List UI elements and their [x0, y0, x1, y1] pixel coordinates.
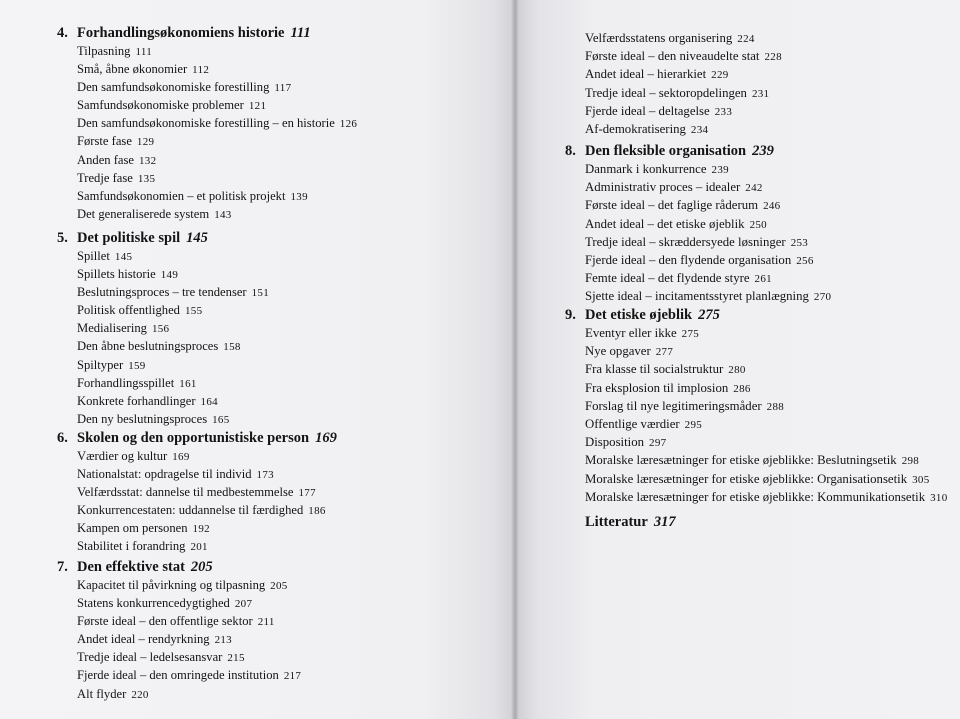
entry-title: Velfærdsstatens organisering	[585, 31, 733, 45]
toc-entry	[565, 288, 831, 306]
chapter-block	[57, 229, 269, 429]
toc-entry	[57, 631, 301, 649]
entry-page-number: 229	[711, 69, 729, 82]
toc-entry	[57, 266, 269, 284]
entry-title: Moralske læresætninger for etiske øjeblikke: Organisationsetik	[585, 471, 908, 486]
entry-title: Administrativ proces – idealer	[585, 180, 741, 195]
toc-entry	[565, 489, 948, 507]
entry-page-number: 224	[737, 33, 755, 45]
entry-title: Værdier og kultur	[77, 449, 168, 463]
entry-page-number: 213	[214, 634, 232, 647]
toc-entry	[57, 338, 269, 356]
entry-title: Fjerde ideal – den flydende organisation	[585, 253, 792, 268]
chapter-title: Den effektive stat	[77, 559, 185, 575]
chapter-heading	[57, 429, 337, 447]
entry-title: Fra eksplosion til implosion	[585, 380, 729, 395]
entry-title: Eventyr eller ikke	[585, 326, 677, 340]
entry-page-number: 169	[172, 451, 190, 463]
entry-title: Statens konkurrencedygtighed	[77, 596, 230, 611]
toc-entry	[565, 434, 948, 452]
entry-page-number: 159	[128, 359, 146, 372]
entry-title: Sjette ideal – incitamentsstyret planlægning	[585, 289, 809, 304]
toc-entry	[57, 649, 301, 667]
toc-entry	[57, 484, 337, 502]
toc-entry	[565, 252, 831, 270]
chapter-page-number: 145	[186, 230, 208, 246]
entry-title: Andet ideal – rendyrkning	[77, 632, 210, 647]
entry-page-number: 228	[764, 51, 782, 64]
entry-page-number: 201	[190, 541, 208, 554]
toc-entry	[57, 284, 269, 302]
entry-page-number: 155	[184, 305, 203, 318]
entry-page-number: 149	[160, 269, 179, 282]
book-gutter	[511, 0, 519, 719]
toc-entry	[565, 66, 782, 84]
entry-page-number: 156	[151, 323, 170, 336]
chapter-heading	[565, 306, 948, 324]
toc-entry	[565, 452, 948, 470]
entry-title: Tredje ideal – ledelsesansvar	[77, 650, 223, 665]
entry-page-number: 135	[137, 172, 156, 185]
chapter-block	[57, 558, 301, 704]
entry-title: Første fase	[77, 134, 132, 149]
chapter-page-number: 317	[653, 514, 676, 530]
entry-page-number: 143	[214, 208, 232, 221]
chapter-number: 7.	[57, 559, 68, 575]
section-list	[565, 161, 831, 307]
entry-title: Moralske læresætninger for etiske øjeblikke: Kommunikationsetik	[585, 489, 926, 504]
toc-entry	[565, 471, 948, 489]
entry-page-number: 295	[684, 419, 703, 432]
toc-entry	[57, 61, 357, 79]
entry-page-number: 111	[135, 46, 153, 58]
entry-title: Tilpasning	[77, 44, 131, 58]
toc-entry	[57, 43, 357, 61]
toc-entry	[57, 411, 269, 429]
entry-page-number: 186	[308, 505, 326, 518]
entry-page-number: 246	[763, 200, 781, 213]
entry-page-number: 205	[270, 580, 288, 592]
entry-page-number: 277	[655, 346, 674, 359]
entry-title: Den ny beslutningsproces	[77, 411, 208, 426]
entry-title: Tredje fase	[77, 170, 133, 185]
entry-title: Tredje ideal – skræddersyede løsninger	[585, 234, 786, 249]
toc-entry	[565, 398, 948, 416]
entry-title: Andet ideal – det etiske øjeblik	[585, 216, 745, 231]
entry-title: Konkurrencestaten: uddannelse til færdighed	[77, 503, 304, 518]
chapter-page-number: 205	[190, 559, 213, 575]
entry-page-number: 253	[790, 236, 809, 249]
entry-page-number: 158	[223, 341, 241, 354]
chapter-heading	[565, 513, 676, 531]
entry-page-number: 242	[745, 182, 763, 195]
toc-entry	[57, 595, 301, 613]
entry-title: Anden fase	[77, 152, 134, 167]
entry-title: Alt flyder	[77, 686, 127, 701]
entry-page-number: 275	[681, 328, 700, 340]
chapter-number: 4.	[57, 25, 68, 41]
entry-title: Fjerde ideal – den omringede institution	[77, 668, 279, 683]
entry-title: Politisk offentlighed	[77, 303, 180, 318]
chapter-number: 8.	[565, 143, 576, 159]
entry-title: Tredje ideal – sektoropdelingen	[585, 85, 747, 100]
entry-title: Det generaliserede system	[77, 206, 210, 221]
toc-entry	[57, 302, 269, 320]
entry-title: Små, åbne økonomier	[77, 62, 188, 77]
chapter-title: Den fleksible organisation	[585, 143, 747, 159]
entry-title: Spillet	[77, 249, 110, 263]
chapter-page-number: 275	[698, 307, 720, 323]
toc-entry	[57, 520, 337, 538]
entry-page-number: 164	[200, 395, 218, 408]
toc-entry	[57, 115, 357, 133]
entry-title: Danmark i konkurrence	[585, 162, 707, 176]
entry-title: Nationalstat: opdragelse til individ	[77, 467, 252, 482]
toc-entry	[57, 613, 301, 631]
entry-page-number: 239	[711, 164, 729, 176]
section-list	[57, 43, 357, 224]
entry-page-number: 250	[749, 218, 767, 231]
toc-entry	[57, 152, 357, 170]
entry-page-number: 165	[212, 413, 230, 426]
chapter-heading	[57, 24, 357, 42]
toc-entry	[57, 502, 337, 520]
chapter-number: 6.	[57, 430, 68, 446]
entry-title: Den åbne beslutningsproces	[77, 339, 219, 354]
toc-entry	[57, 357, 269, 375]
entry-page-number: 145	[114, 251, 133, 263]
toc-entry	[565, 161, 831, 179]
chapter-block	[565, 142, 831, 307]
toc-entry	[565, 179, 831, 197]
entry-page-number: 280	[728, 364, 746, 377]
entry-title: Kapacitet til påvirkning og tilpasning	[77, 578, 266, 592]
entry-title: Offentlige værdier	[585, 417, 680, 432]
entry-title: Den samfundsøkonomiske forestilling	[77, 80, 270, 95]
toc-entry	[57, 448, 337, 466]
entry-title: Andet ideal – hierarkiet	[585, 67, 707, 82]
entry-title: Moralske læresætninger for etiske øjeblikke: Beslutningsetik	[585, 453, 897, 468]
entry-title: Fra klasse til socialstruktur	[585, 362, 724, 377]
chapter-heading	[565, 142, 831, 160]
toc-entry	[57, 79, 357, 97]
entry-title: Forslag til nye legitimeringsmåder	[585, 398, 762, 413]
right-page	[515, 0, 960, 719]
entry-title: Disposition	[585, 435, 645, 450]
toc-entry	[57, 170, 357, 188]
entry-title: Samfundsøkonomiske problemer	[77, 98, 244, 113]
entry-page-number: 132	[139, 154, 157, 167]
entry-title: Femte ideal – det flydende styre	[585, 271, 750, 286]
toc-entry	[57, 667, 301, 685]
entry-page-number: 139	[290, 190, 308, 203]
entry-page-number: 207	[234, 598, 253, 611]
toc-entry	[565, 325, 948, 343]
section-list	[565, 325, 948, 507]
section-list	[57, 448, 337, 557]
entry-title: Den samfundsøkonomiske forestilling – en historie	[77, 116, 335, 131]
entry-title: Første ideal – den niveaudelte stat	[585, 49, 760, 64]
chapter-title: Det politiske spil	[77, 230, 181, 246]
chapter-number: 5.	[57, 230, 68, 246]
entry-page-number: 211	[257, 616, 275, 629]
entry-title: Konkrete forhandlinger	[77, 393, 196, 408]
toc-entry	[565, 30, 782, 48]
entry-title: Samfundsøkonomien – et politisk projekt	[77, 188, 286, 203]
entry-page-number: 297	[649, 437, 667, 450]
toc-entry	[57, 577, 301, 595]
entry-page-number: 112	[192, 64, 210, 77]
entry-title: Spiltyper	[77, 357, 124, 372]
entry-page-number: 233	[714, 105, 733, 118]
entry-title: Spillets historie	[77, 267, 156, 282]
toc-entry	[57, 97, 357, 115]
toc-entry	[565, 380, 948, 398]
entry-page-number: 151	[251, 287, 270, 300]
entry-page-number: 129	[136, 136, 155, 149]
chapter-page-number: 111	[290, 25, 311, 41]
entry-page-number: 215	[227, 652, 245, 665]
entry-title: Medialisering	[77, 321, 147, 336]
toc-entry	[565, 270, 831, 288]
chapter-block	[57, 429, 337, 557]
entry-page-number: 270	[813, 291, 832, 304]
toc-entry	[565, 361, 948, 379]
entry-page-number: 220	[131, 688, 149, 701]
entry-title: Fjerde ideal – deltagelse	[585, 103, 710, 118]
entry-title: Beslutningsproces – tre tendenser	[77, 285, 247, 300]
toc-entry	[57, 320, 269, 338]
entry-page-number: 117	[274, 82, 292, 95]
entry-page-number: 310	[930, 491, 948, 504]
entry-title: Af-demokratisering	[585, 122, 686, 137]
toc-entry	[565, 103, 782, 121]
entry-page-number: 286	[733, 382, 751, 395]
entry-page-number: 217	[283, 670, 302, 683]
chapter-title: Det etiske øjeblik	[585, 307, 693, 323]
chapter-block	[565, 306, 948, 507]
entry-title: Forhandlingsspillet	[77, 375, 175, 390]
entry-title: Nye opgaver	[585, 344, 651, 359]
chapter-block	[565, 513, 676, 531]
toc-entry	[57, 686, 301, 704]
entry-page-number: 234	[690, 124, 709, 137]
entry-page-number: 173	[256, 469, 274, 482]
entry-page-number: 192	[192, 523, 210, 536]
toc-entry	[57, 206, 357, 224]
entry-title: Første ideal – det faglige råderum	[585, 198, 759, 213]
section-list	[57, 248, 269, 429]
toc-entry	[57, 248, 269, 266]
toc-entry	[57, 538, 337, 556]
toc-entry	[565, 234, 831, 252]
toc-entry	[565, 343, 948, 361]
chapter-number: 9.	[565, 307, 576, 323]
chapter-heading	[57, 558, 301, 576]
section-list	[565, 30, 782, 139]
toc-entry	[565, 121, 782, 139]
entry-page-number: 121	[248, 100, 267, 113]
toc-entry	[565, 48, 782, 66]
chapter-page-number: 239	[752, 143, 774, 159]
entry-page-number: 298	[901, 455, 920, 468]
entry-page-number: 161	[179, 377, 197, 390]
toc-entry	[57, 133, 357, 151]
chapter-title: Forhandlingsøkonomiens historie	[77, 25, 285, 41]
toc-entry	[565, 197, 831, 215]
entry-title: Første ideal – den offentlige sektor	[77, 614, 253, 629]
chapter-heading	[57, 229, 269, 247]
entry-page-number: 256	[796, 255, 814, 268]
entry-page-number: 177	[298, 487, 316, 500]
toc-entry	[57, 466, 337, 484]
entry-page-number: 126	[339, 118, 358, 131]
entry-title: Stabilitet i forandring	[77, 539, 186, 554]
toc-entry	[565, 216, 831, 234]
toc-entry	[57, 393, 269, 411]
chapter-block	[57, 24, 357, 224]
entry-page-number: 288	[766, 400, 785, 413]
toc-entry	[565, 85, 782, 103]
entry-title: Velfærdsstat: dannelse til medbestemmelse	[77, 485, 294, 500]
chapter-title: Litteratur	[585, 514, 648, 530]
entry-page-number: 305	[912, 473, 930, 486]
toc-entry	[57, 375, 269, 393]
toc-entry	[565, 416, 948, 434]
entry-page-number: 261	[754, 273, 772, 286]
section-list	[57, 577, 301, 704]
entry-title: Kampen om personen	[77, 521, 188, 536]
toc-entry	[57, 188, 357, 206]
chapter-title: Skolen og den opportunistiske person	[77, 430, 310, 446]
entry-page-number: 231	[751, 87, 770, 100]
chapter-block	[565, 30, 782, 139]
chapter-page-number: 169	[315, 430, 337, 446]
